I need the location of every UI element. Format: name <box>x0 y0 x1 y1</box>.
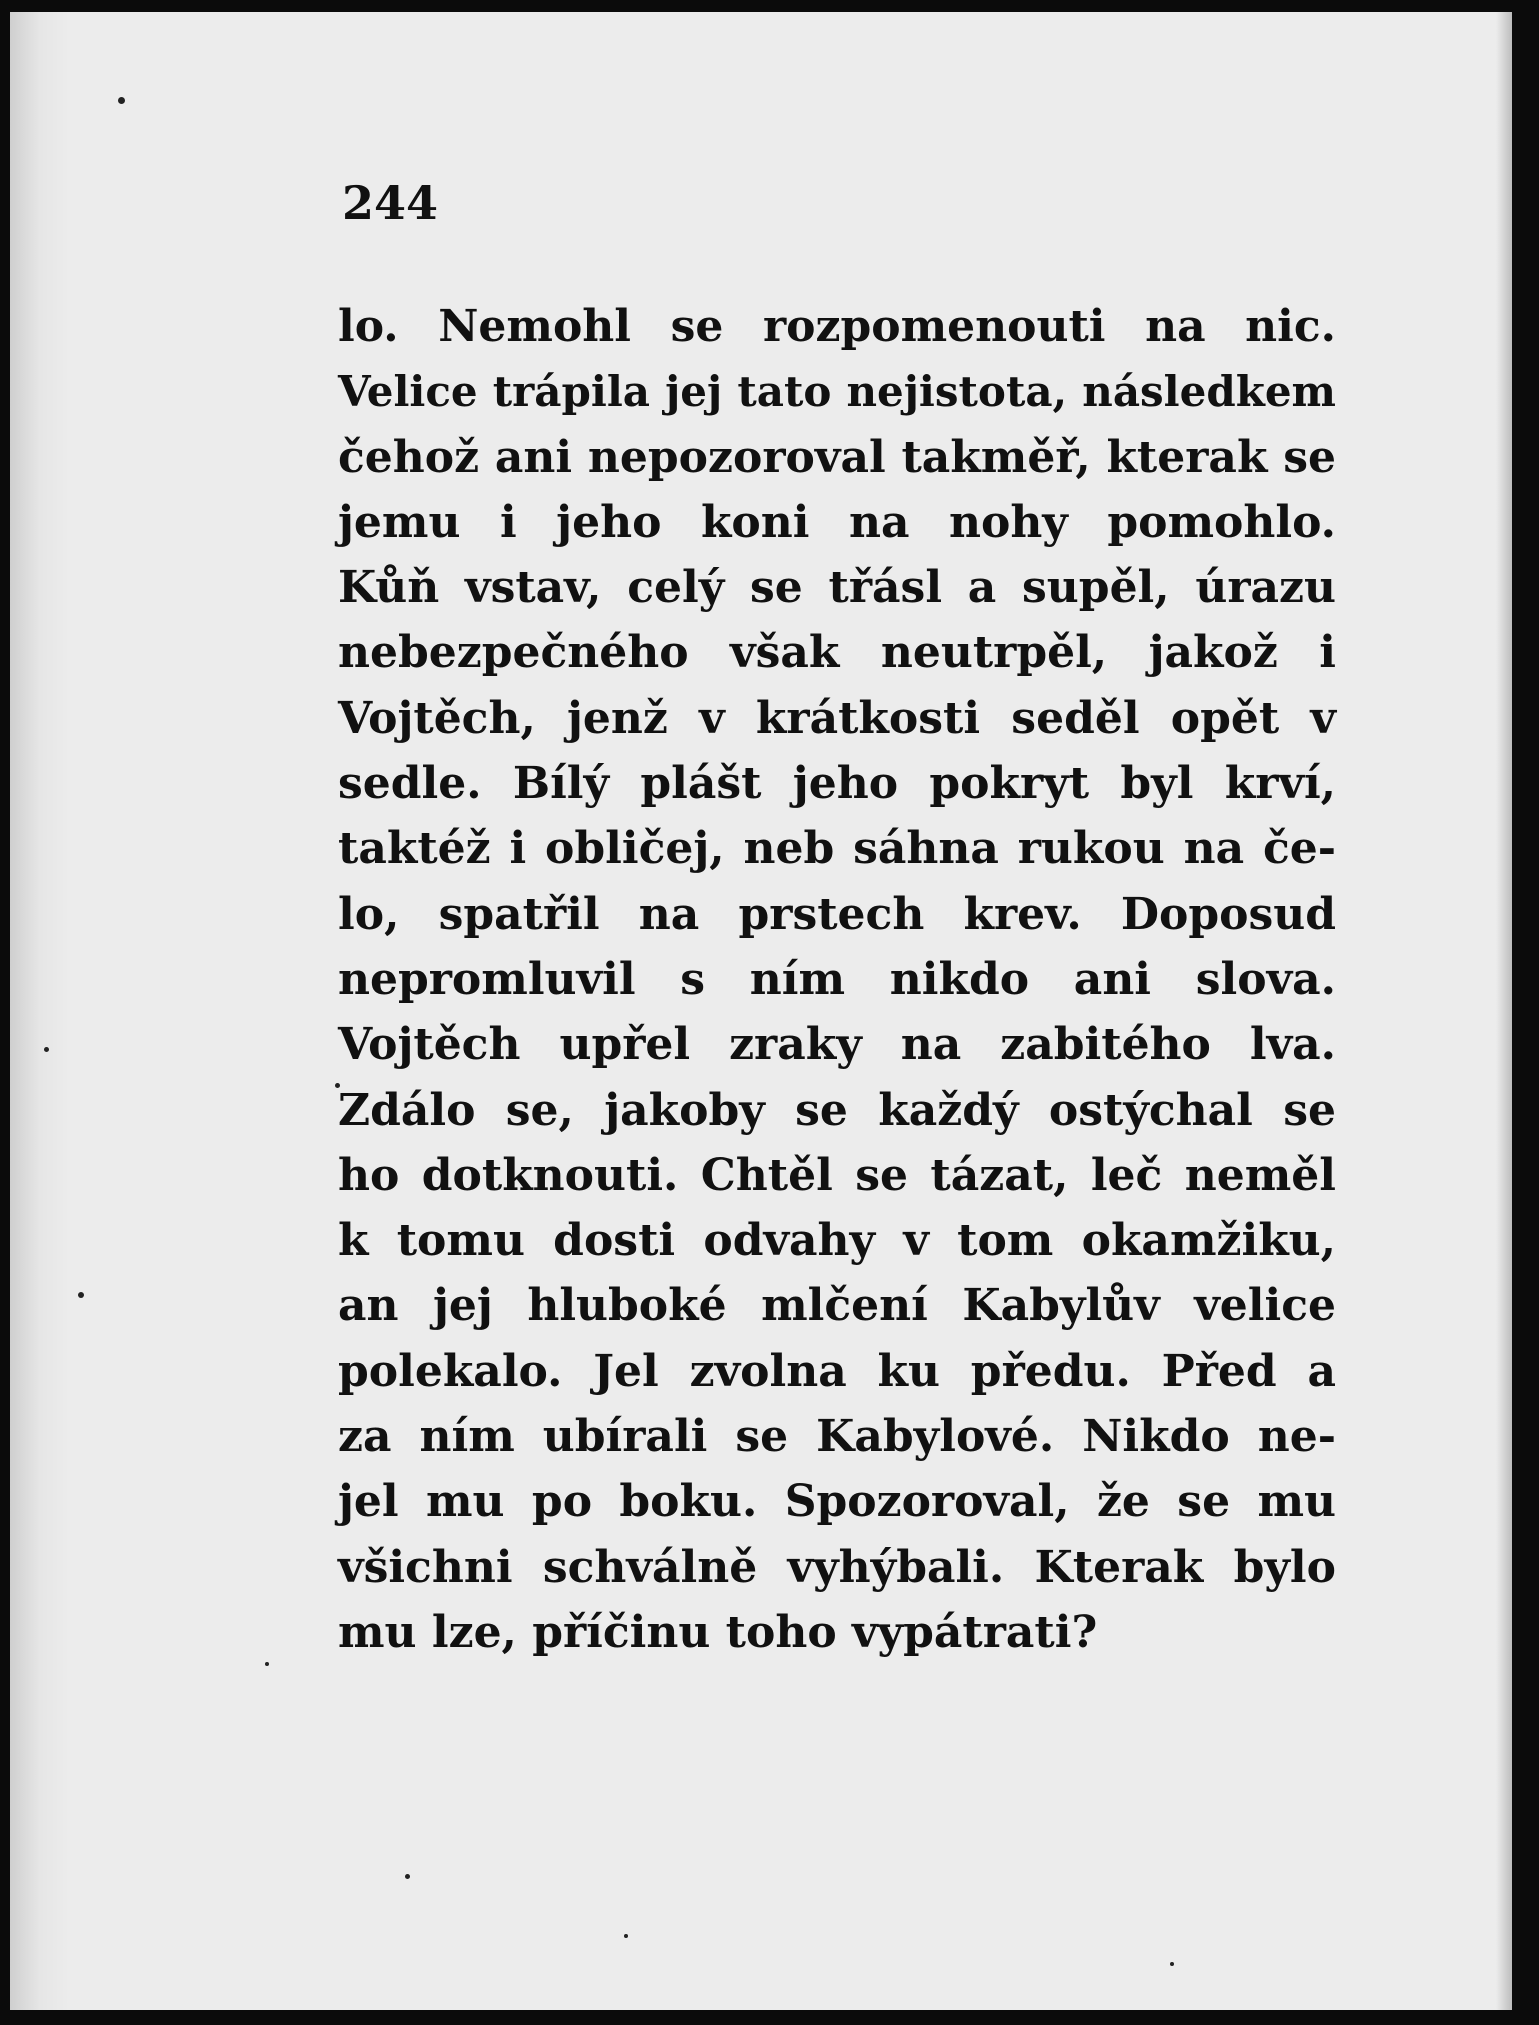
scan-speck <box>1170 1962 1174 1966</box>
page-number: 244 <box>342 176 439 230</box>
gutter-shadow <box>10 12 70 2010</box>
text-line: an jej hluboké mlčení Kabylův velice <box>338 1280 1336 1332</box>
text-line: za ním ubírali se Kabylové. Nikdo ne- <box>338 1411 1336 1463</box>
text-line: sedle. Bílý plášt jeho pokryt byl krví, <box>338 758 1336 810</box>
text-line: Velice trápila jej tato nejistota, následkem <box>338 367 1336 417</box>
text-line: taktéž i obličej, neb sáhna rukou na če- <box>338 823 1336 875</box>
scan-speck <box>624 1934 628 1938</box>
scan-speck <box>44 1047 49 1052</box>
text-line: nepromluvil s ním nikdo ani slova. <box>338 953 1336 1005</box>
scan-speck <box>118 97 125 104</box>
text-line: nebezpečného však neutrpěl, jakož i <box>338 627 1336 679</box>
text-line: jel mu po boku. Spozoroval, že se mu <box>338 1476 1336 1528</box>
text-line: všichni schválně vyhýbali. Kterak bylo <box>338 1541 1336 1593</box>
text-line: polekalo. Jel zvolna ku předu. Před a <box>338 1345 1336 1397</box>
scan-speck <box>265 1662 269 1666</box>
text-line: lo. Nemohl se rozpomenouti na nic. <box>338 301 1336 352</box>
text-line: jemu i jeho koni na nohy pomohlo. <box>338 496 1336 548</box>
text-line: Vojtěch upřel zraky na zabitého lva. <box>338 1019 1336 1071</box>
text-line: ho dotknouti. Chtěl se tázat, leč neměl <box>338 1149 1336 1201</box>
scan-speck <box>405 1874 410 1879</box>
book-page <box>10 12 1512 2010</box>
text-line: čehož ani nepozoroval takměř, kterak se <box>338 431 1336 483</box>
text-line: Vojtěch, jenž v krátkosti seděl opět v <box>338 692 1336 744</box>
page-edge-shadow <box>1496 12 1512 2010</box>
text-line: k tomu dosti odvahy v tom okamžiku, <box>338 1215 1336 1267</box>
text-line: Kůň vstav, celý se třásl a supěl, úrazu <box>338 562 1336 614</box>
text-line: mu lze, příčinu toho vypátrati? <box>338 1606 1098 1658</box>
page-body-text <box>338 294 1336 1665</box>
scan-speck <box>78 1292 84 1298</box>
text-line: Zdálo se, jakoby se každý ostýchal se <box>338 1084 1336 1136</box>
text-line: lo, spatřil na prstech krev. Doposud <box>338 888 1336 940</box>
